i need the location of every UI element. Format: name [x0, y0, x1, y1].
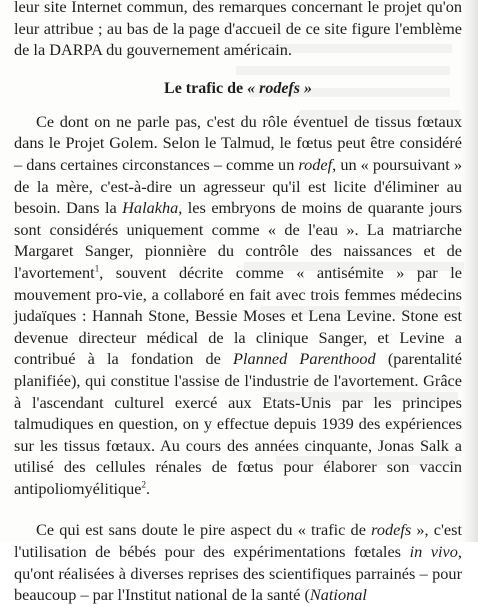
paragraph-trafic [14, 519, 462, 605]
p2-italic-rodefs: rodefs [371, 520, 412, 540]
p1-italic-rodef: rodef [298, 154, 333, 174]
intro-text: leur site Internet commun, des remarques concernant le projet qu'on leur attribue ; au bas de la page d'accueil de ce site figure l'emblème de la DARPA du gouvernement américain. [14, 0, 462, 60]
p2-text-3: , qu'ont réalisées à diverses reprises des scientifiques parrainés – pour beaucoup – par l'Institut national de la santé ( [14, 542, 462, 605]
section-heading-prefix: Le trafic de [164, 79, 248, 97]
p2-italic-in-vivo: in vivo [409, 542, 458, 562]
p1-text-6: . [146, 478, 151, 498]
p1-italic-halakha: Halakha [122, 198, 179, 218]
p2-text-1: Ce qui est sans doute le pire aspect du « trafic de [36, 520, 372, 540]
intro-paragraph [14, 0, 462, 61]
p1-text-3: , les embryons de moins de quarante jours sont considérés uniquement comme « de l'eau ». La matriarche Margaret Sanger, pionnière du contrôle des naissances et de l'avortement [14, 198, 462, 282]
scan-edge-shadow [462, 0, 478, 542]
p1-text-2: , un « poursuivant » de la mère, c'est-à-dire un agresseur qu'il est licite d'éliminer au besoin. Dans la [14, 154, 462, 218]
body-text [14, 0, 462, 606]
p1-text-5: (parentalité planifiée), qui constitue l'assise de l'industrie de l'avortement. Grâce à l'ascendant culturel exercé aux Etats-Unis par les principes talmudiques en question, on y effectue depuis 1939 des expériences sur les tissus fœtaux. Au cours des années cinquante, Jonas Salk a utilisé des cellules rénales de fœtus pour élaborer son vaccin antipoliomyélitique [14, 349, 462, 498]
footnote-ref-1: 1 [94, 263, 100, 274]
section-heading-emphasis: « rodefs » [247, 79, 312, 97]
p1-text-1: Ce dont on ne parle pas, c'est du rôle éventuel de tissus fœtaux dans le Projet Golem. Selon le Talmud, le fœtus peut être considéré – dans certaines circonstances – comme un [14, 111, 462, 174]
p1-italic-planned-parenthood: Planned Parenthood [233, 349, 376, 369]
section-heading [14, 78, 462, 99]
p2-text-2: », c'est l'utilisation de bébés pour des expérimentations fœtales [14, 520, 462, 562]
p2-italic-national: National [309, 585, 367, 605]
p1-text-4: , souvent décrite comme « antisémite » par le mouvement pro-vie, a collaboré en fait avec trois femmes médecins judaïques : Hannah Stone, Bessie Moses et Lena Levine. Stone est devenue directeur médical de la clinique Sanger, et Levine a contribué à la fondation de [14, 262, 462, 369]
footnote-ref-2: 2 [141, 479, 147, 490]
paragraph-golem [14, 111, 462, 500]
